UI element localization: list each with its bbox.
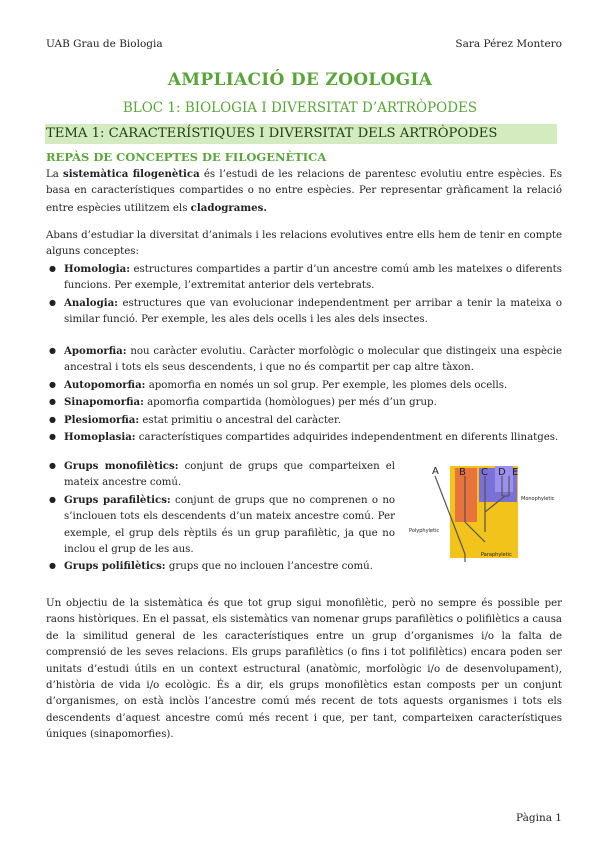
list-item bbox=[46, 458, 395, 492]
intro-term-cladogrames: cladogrames. bbox=[190, 201, 267, 214]
taxon-c-label: C bbox=[481, 467, 488, 478]
list-item bbox=[46, 295, 562, 329]
term-homoplasia: Homoplasia: bbox=[64, 431, 136, 444]
def-sinapomorfia: apomorfia compartida (homòlogues) per més d’un grup. bbox=[143, 397, 437, 409]
list-item bbox=[46, 412, 562, 429]
intro-term-sistematica: sistemàtica filogenètica bbox=[63, 168, 200, 180]
list-item bbox=[46, 394, 562, 411]
tema-heading: TEMA 1: CARACTERÍSTIQUES I DIVERSITAT DELS ARTRÒPODES bbox=[45, 124, 557, 144]
term-parafiletics: Grups parafilètics: bbox=[64, 493, 171, 506]
def-plesiomorfia: estat primitiu o ancestral del caràcter. bbox=[139, 414, 341, 426]
def-monofiletics: conjunt de grups que comparteixen el mateix ancestre comú. bbox=[64, 461, 395, 489]
section-heading: REPÀS DE CONCEPTES DE FILOGENÈTICA bbox=[46, 150, 327, 164]
header-left: UAB Grau de Biologia bbox=[46, 38, 163, 50]
term-sinapomorfia: Sinapomorfia: bbox=[64, 396, 144, 409]
intro-paragraph bbox=[46, 166, 562, 217]
list-item bbox=[46, 429, 562, 446]
term-monofiletics: Grups monofilètics: bbox=[64, 460, 179, 472]
paraphyletic-label: Paraphyletic bbox=[481, 552, 512, 558]
list-item bbox=[46, 558, 395, 575]
document-subtitle: BLOC 1: BIOLOGIA I DIVERSITAT D’ARTRÒPODES bbox=[122, 100, 478, 116]
concepts-intro-paragraph: Abans d’estudiar la diversitat d’animals i les relacions evolutives entre ells hem de tenir en compte alguns conceptes: bbox=[46, 230, 562, 258]
term-plesiomorfia: Plesiomorfia: bbox=[64, 413, 140, 426]
list-item bbox=[46, 261, 562, 295]
list-item bbox=[46, 492, 395, 559]
phylogeny-diagram bbox=[405, 462, 565, 566]
taxon-a-label: A bbox=[432, 466, 439, 477]
list-item bbox=[46, 343, 562, 377]
list-item bbox=[46, 377, 562, 394]
term-homologia: Homologia: bbox=[64, 263, 131, 275]
groups-list bbox=[46, 458, 395, 576]
term-analogia: Analogia: bbox=[64, 296, 118, 309]
intro-text-c: és l’estudi de les relacions de parentesc evolutiu entre espècies. Es basa en característiques compartides o no entre espècies. Per representar gràficament la relació entre espècies utilitzem els bbox=[46, 169, 563, 214]
taxon-d-label: D bbox=[498, 467, 506, 478]
document-title: AMPLIACIÓ DE ZOOLOGIA bbox=[167, 70, 433, 90]
term-autopomorfia: Autopomorfia: bbox=[64, 378, 146, 391]
page-number: Pàgina 1 bbox=[516, 812, 562, 824]
concepts-list-1 bbox=[46, 261, 562, 329]
taxon-e-label: E bbox=[512, 467, 519, 478]
def-homoplasia: característiques compartides adquirides independentment en diferents llinatges. bbox=[135, 432, 559, 444]
def-homologia: estructures compartides a partir d’un ancestre comú amb les mateixes o diferents funcions. Per exemple, l’extremitat anterior dels vertebrats. bbox=[64, 264, 562, 292]
taxon-b-label: B bbox=[459, 467, 466, 478]
def-polifiletics: grups que no inclouen l’ancestre comú. bbox=[165, 561, 373, 573]
closing-paragraph: Un objectiu de la sistemàtica és que tot grup sigui monofilètic, però no sempre és possible per raons històriques. En el passat, els sistemàtics van nomenar grups parafilètics o polifilètics a causa de la similitud general de les característiques entre un grup d’organismes i/o la falta de comprensió de les seves relacions. Els grups parafilètics (o fins i tot polifilètics) encara poden ser unitats d’estudi útils en un context estructural (anatòmic, morfològic i/o de desenvolupament), d’història de vida i/o ecològic. És a dir, els grups monofilètics estan composts per un conjunt d’organismes, on està inclòs l’ancestre comú més recent de tots aquests organismes i tots els descendents d’aquest ancestre comú més recent i que, per tant, comparteixen característiques úniques (sinapomorfies). bbox=[46, 598, 562, 741]
def-autopomorfia: apomorfia en només un sol grup. Per exemple, les plomes dels ocells. bbox=[145, 379, 508, 391]
polyphyletic-label: Polyphyletic bbox=[409, 528, 440, 534]
intro-text-a: La bbox=[46, 169, 64, 180]
term-apomorfia: Apomorfia: bbox=[64, 345, 127, 357]
term-polifiletics: Grups polifilètics: bbox=[64, 560, 166, 573]
monophyletic-label: Monophyletic bbox=[521, 496, 555, 502]
concepts-list-2 bbox=[46, 343, 562, 446]
def-apomorfia: nou caràcter evolutiu. Caràcter morfològic o molecular que distingeix una espècie ancestral i tots els seus descendents, i que no és compartit per cap altre tàxon. bbox=[64, 346, 562, 374]
def-parafiletics: conjunt de grups que no comprenen o no s’inclouen tots els descendents d’un mateix ancestre comú. Per exemple, el grup dels rèptils és un grup parafilètic, ja que no inclou el grup de les aus. bbox=[64, 494, 396, 556]
def-analogia: estructures que van evolucionar independentment per arribar a tenir la mateixa o similar funció. Per exemple, les ales dels ocells i les ales dels insectes. bbox=[64, 297, 562, 326]
header-right: Sara Pérez Montero bbox=[455, 38, 562, 50]
